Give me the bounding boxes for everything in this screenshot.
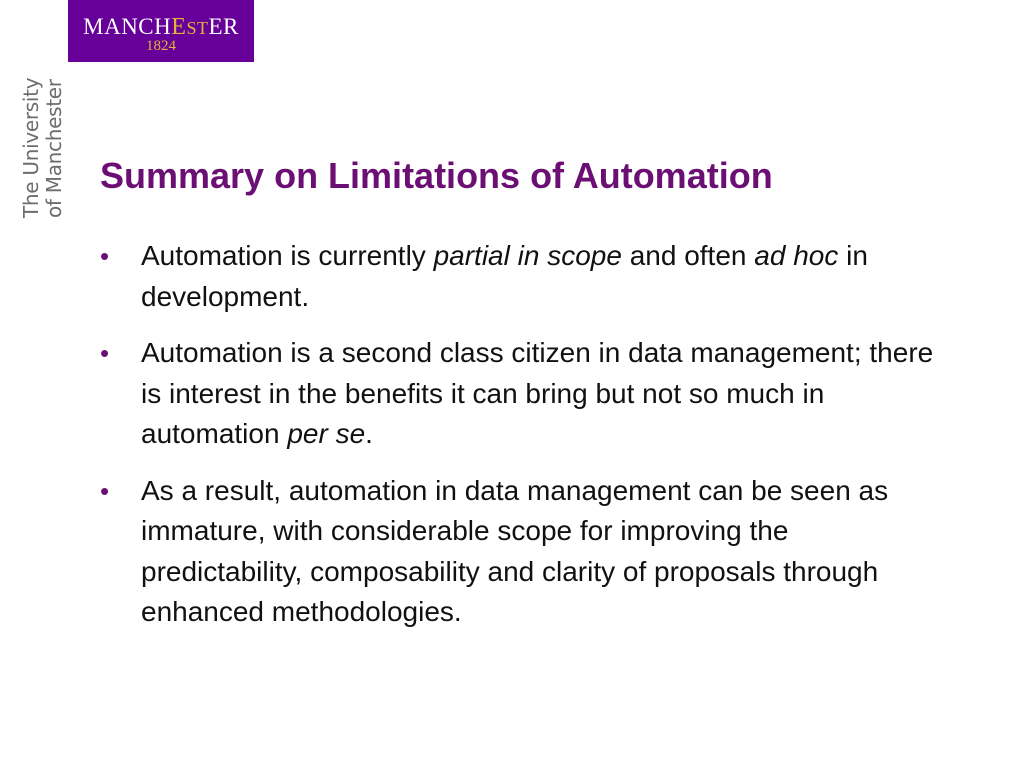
bullet-item — [100, 333, 950, 455]
logo-wordmark — [83, 15, 239, 40]
bullet-item — [100, 471, 950, 633]
bullet-text: . — [365, 418, 373, 449]
bullet-list — [100, 236, 950, 649]
slide-title: Summary on Limitations of Automation — [100, 155, 773, 196]
bullet-emphasis: per se — [287, 418, 366, 449]
bullet-text: Automation is a second class citizen in data management; there is interest in the benefits it can bring but not so much in automation — [141, 337, 934, 449]
bullet-item — [100, 236, 950, 317]
side-label-line2: of Manchester — [42, 79, 66, 218]
logo-year: 1824 — [146, 37, 176, 54]
bullet-text: and often — [621, 240, 755, 271]
logo-word-part: ER — [208, 13, 239, 39]
bullet-marker: • — [100, 338, 110, 368]
logo-word-part: MANCH — [83, 13, 172, 39]
university-logo — [68, 0, 254, 62]
university-side-label — [20, 58, 66, 218]
logo-word-accent: E — [171, 13, 187, 40]
bullet-marker: • — [100, 241, 110, 271]
bullet-text: As a result, automation in data management can be seen as immature, with considerable scope for improving the predictability, composability and clarity of proposals through enhanced methodologies. — [141, 474, 889, 627]
bullet-emphasis: ad hoc — [754, 240, 839, 271]
side-label-line1: The University — [19, 77, 43, 218]
logo-word-accent: S — [186, 17, 197, 38]
bullet-marker: • — [100, 475, 110, 506]
bullet-text: in development. — [141, 240, 868, 312]
logo-word-accent: T — [196, 17, 209, 38]
bullet-emphasis: partial in scope — [433, 240, 622, 271]
bullet-text: Automation is currently — [141, 240, 434, 271]
